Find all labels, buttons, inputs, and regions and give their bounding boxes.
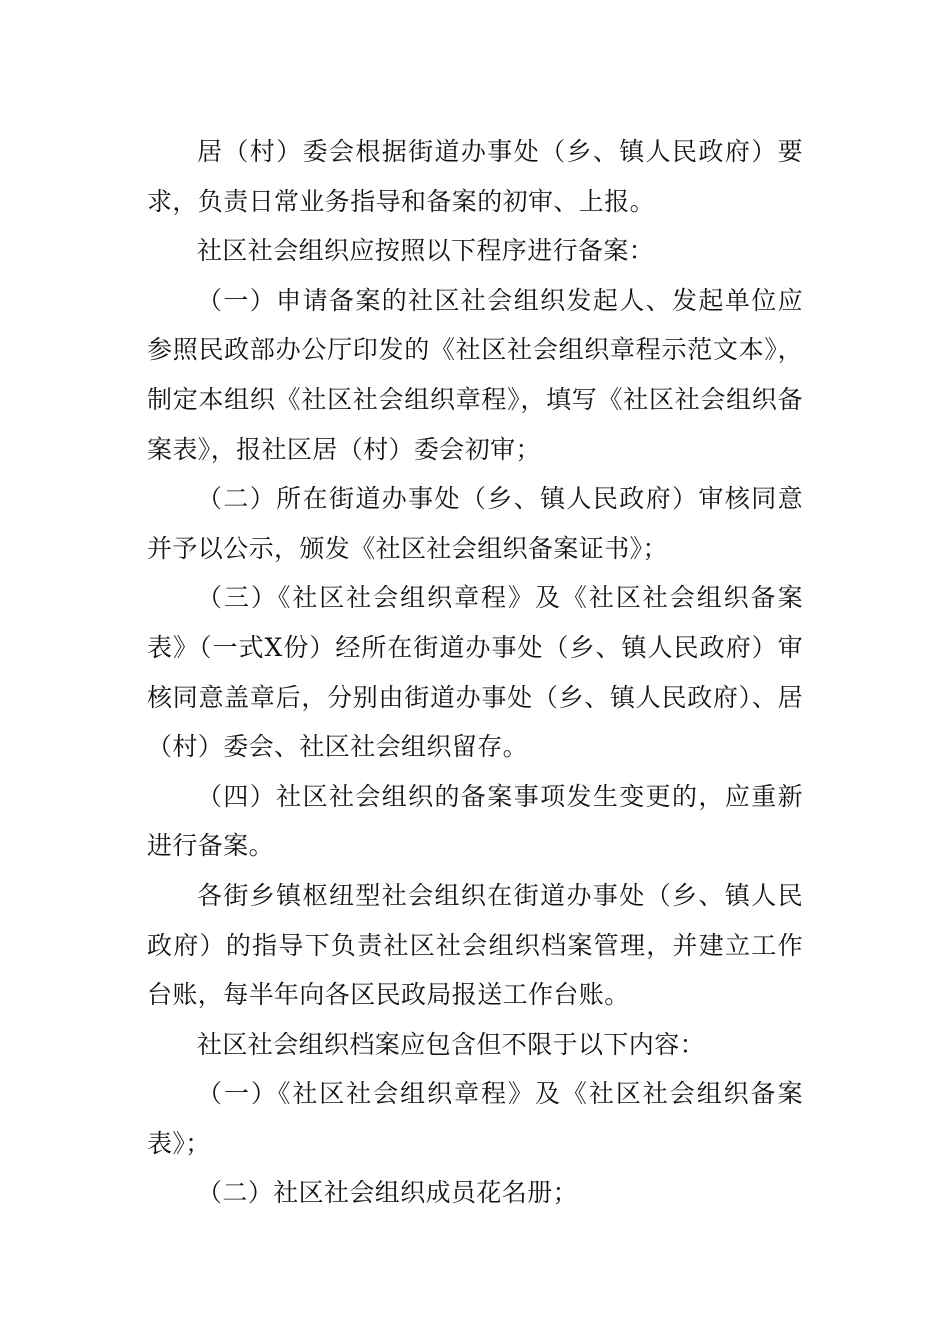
paragraph-procedure-intro: 社区社会组织应按照以下程序进行备案： <box>197 236 655 266</box>
paragraph-archive-contents-intro: 社区社会组织档案应包含但不限于以下内容： <box>197 1029 706 1059</box>
paragraph-guidance: 居（村）委会根据街道办事处（乡、镇人民政府）要求，负责日常业务指导和备案的初审、上报。 <box>147 137 803 216</box>
document-body <box>147 127 803 1218</box>
paragraph-step-1: （一）申请备案的社区社会组织发起人、发起单位应参照民政部办公厅印发的《社区社会组织章程示范文本》，制定本组织《社区社会组织章程》，填写《社区社会组织备案表》，报社区居（村）委会初审； <box>147 285 803 464</box>
paragraph-archive-item-2: （二）社区社会组织成员花名册； <box>197 1178 579 1208</box>
paragraph-step-4: （四）社区社会组织的备案事项发生变更的，应重新进行备案。 <box>147 781 803 861</box>
paragraph-archive-item-1: （一）《社区社会组织章程》及《社区社会组织备案表》； <box>147 1079 803 1158</box>
paragraph-archive-management: 各街乡镇枢纽型社会组织在街道办事处（乡、镇人民政府）的指导下负责社区社会组织档案管理，并建立工作台账，每半年向各区民政局报送工作台账。 <box>147 880 803 1010</box>
paragraph-step-2: （二）所在街道办事处（乡、镇人民政府）审核同意并予以公示，颁发《社区社会组织备案证书》； <box>147 484 803 563</box>
paragraph-step-3: （三）《社区社会组织章程》及《社区社会组织备案表》（一式X份）经所在街道办事处（乡、镇人民政府）审核同意盖章后，分别由街道办事处（乡、镇人民政府）、居（村）委会、社区社会组织留存。 <box>147 583 803 762</box>
